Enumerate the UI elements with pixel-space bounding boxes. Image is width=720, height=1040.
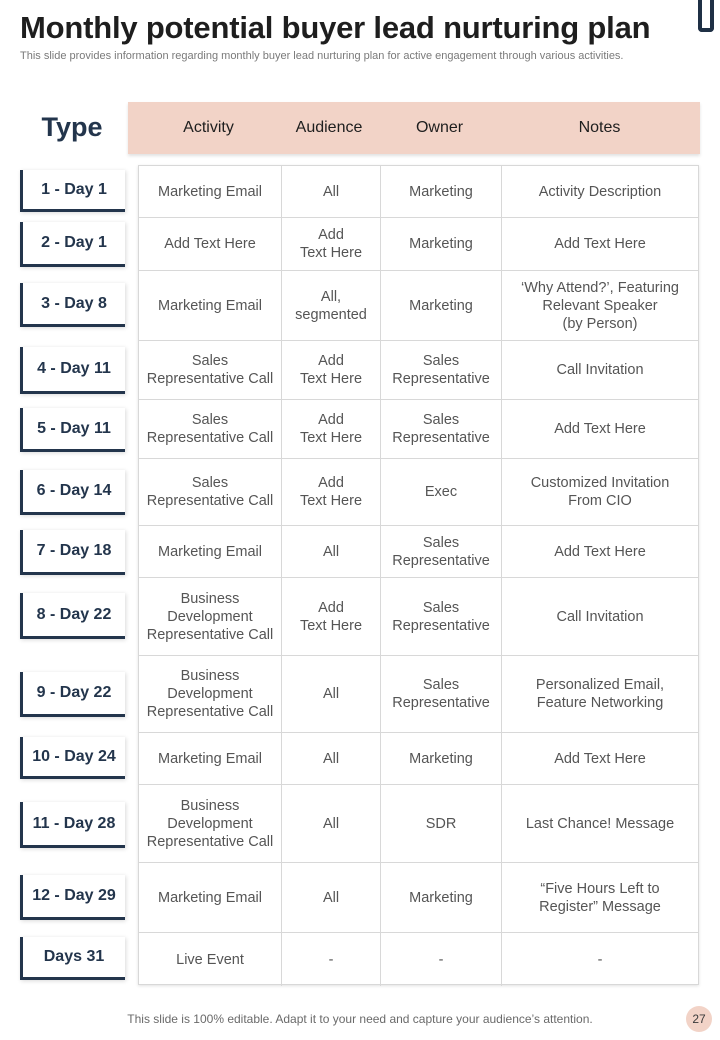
cell-notes: “Five Hours Left to Register” Message [501, 863, 698, 932]
cell-activity: Sales Representative Call [146, 353, 274, 387]
table-row [139, 459, 698, 526]
header-audience: Audience [295, 119, 363, 136]
footer-note: This slide is 100% editable. Adapt it to your need and capture your audience’s attention. [127, 1012, 593, 1026]
cell-activity: Business Development Representative Call [146, 668, 274, 720]
cell-owner: Sales Representative [380, 578, 501, 655]
cell-owner: Sales Representative [380, 526, 501, 577]
type-label: 12 - Day 29 [20, 875, 125, 920]
cell-owner: Exec [380, 459, 501, 525]
cell-notes: Personalized Email, Feature Networking [501, 656, 698, 732]
cell-owner: Marketing [380, 166, 501, 217]
table-header [128, 102, 700, 154]
header-owner: Owner [415, 119, 464, 136]
cell-audience: Add Text Here [281, 459, 380, 525]
corner-accent-bar [698, 0, 714, 32]
cell-owner: Sales Representative [380, 400, 501, 458]
table-row [139, 166, 698, 218]
cell-notes: Add Text Here [501, 400, 698, 458]
header-notes: Notes [578, 119, 621, 136]
table-row [139, 933, 698, 986]
cell-owner: Sales Representative [380, 656, 501, 732]
type-label: 3 - Day 8 [20, 283, 125, 327]
cell-activity: Sales Representative Call [146, 475, 274, 509]
table-row [139, 656, 698, 733]
cell-activity: Marketing Email [158, 750, 262, 767]
cell-notes: Call Invitation [501, 578, 698, 655]
cell-owner: Marketing [380, 733, 501, 784]
cell-activity: Live Event [176, 951, 244, 968]
table-row [139, 863, 698, 933]
cell-owner: Sales Representative [380, 341, 501, 399]
cell-activity: Business Development Representative Call [146, 590, 274, 643]
table-row [139, 218, 698, 271]
cell-notes: ‘Why Attend?’, Featuring Relevant Speaker (by Person) [501, 271, 698, 340]
cell-audience: Add Text Here [281, 341, 380, 399]
cell-audience: Add Text Here [281, 400, 380, 458]
cell-notes: Call Invitation [501, 341, 698, 399]
cell-notes: Customized Invitation From CIO [501, 459, 698, 525]
cell-owner: - [380, 933, 501, 986]
cell-notes: - [501, 933, 698, 986]
cell-audience: Add Text Here [281, 218, 380, 270]
type-label: 8 - Day 22 [20, 593, 125, 639]
plan-table [138, 165, 699, 985]
cell-audience: All [281, 166, 380, 217]
type-label: Days 31 [20, 937, 125, 980]
page-number-badge: 27 [686, 1006, 712, 1032]
type-label: 6 - Day 14 [20, 470, 125, 515]
cell-audience: - [281, 933, 380, 986]
cell-owner: Marketing [380, 863, 501, 932]
cell-audience: All [281, 526, 380, 577]
type-label: 5 - Day 11 [20, 408, 125, 452]
cell-notes: Activity Description [501, 166, 698, 217]
cell-owner: SDR [380, 785, 501, 862]
type-heading: Type [41, 112, 103, 142]
type-label: 4 - Day 11 [20, 347, 125, 394]
cell-notes: Add Text Here [501, 733, 698, 784]
cell-activity: Add Text Here [164, 236, 256, 252]
page-subtitle: This slide provides information regarding monthly buyer lead nurturing plan for active engagement through various activities. [20, 50, 624, 62]
cell-activity: Business Development Representative Call [146, 797, 274, 850]
type-label: 11 - Day 28 [20, 802, 125, 848]
cell-activity: Marketing Email [158, 543, 262, 560]
table-row [139, 341, 698, 400]
cell-audience: All [281, 785, 380, 862]
table-row [139, 578, 698, 656]
cell-audience: All [281, 656, 380, 732]
type-label: 10 - Day 24 [20, 737, 125, 779]
table-row [139, 733, 698, 785]
cell-audience: Add Text Here [281, 578, 380, 655]
cell-notes: Last Chance! Message [501, 785, 698, 862]
cell-owner: Marketing [380, 271, 501, 340]
cell-notes: Add Text Here [501, 526, 698, 577]
cell-notes: Add Text Here [501, 218, 698, 270]
table-row [139, 785, 698, 863]
cell-audience: All, segmented [281, 271, 380, 340]
header-activity: Activity [183, 119, 234, 136]
cell-audience: All [281, 863, 380, 932]
type-label: 1 - Day 1 [20, 170, 125, 212]
cell-owner: Marketing [380, 218, 501, 270]
cell-audience: All [281, 733, 380, 784]
cell-activity: Sales Representative Call [146, 412, 274, 446]
type-label: 2 - Day 1 [20, 222, 125, 267]
type-label: 9 - Day 22 [20, 672, 125, 717]
cell-activity: Marketing Email [158, 889, 262, 906]
table-row [139, 400, 698, 459]
table-row [139, 526, 698, 578]
cell-activity: Marketing Email [158, 297, 262, 314]
cell-activity: Marketing Email [158, 183, 262, 200]
type-label: 7 - Day 18 [20, 530, 125, 575]
page-title: Monthly potential buyer lead nurturing plan [20, 10, 651, 45]
table-row [139, 271, 698, 341]
